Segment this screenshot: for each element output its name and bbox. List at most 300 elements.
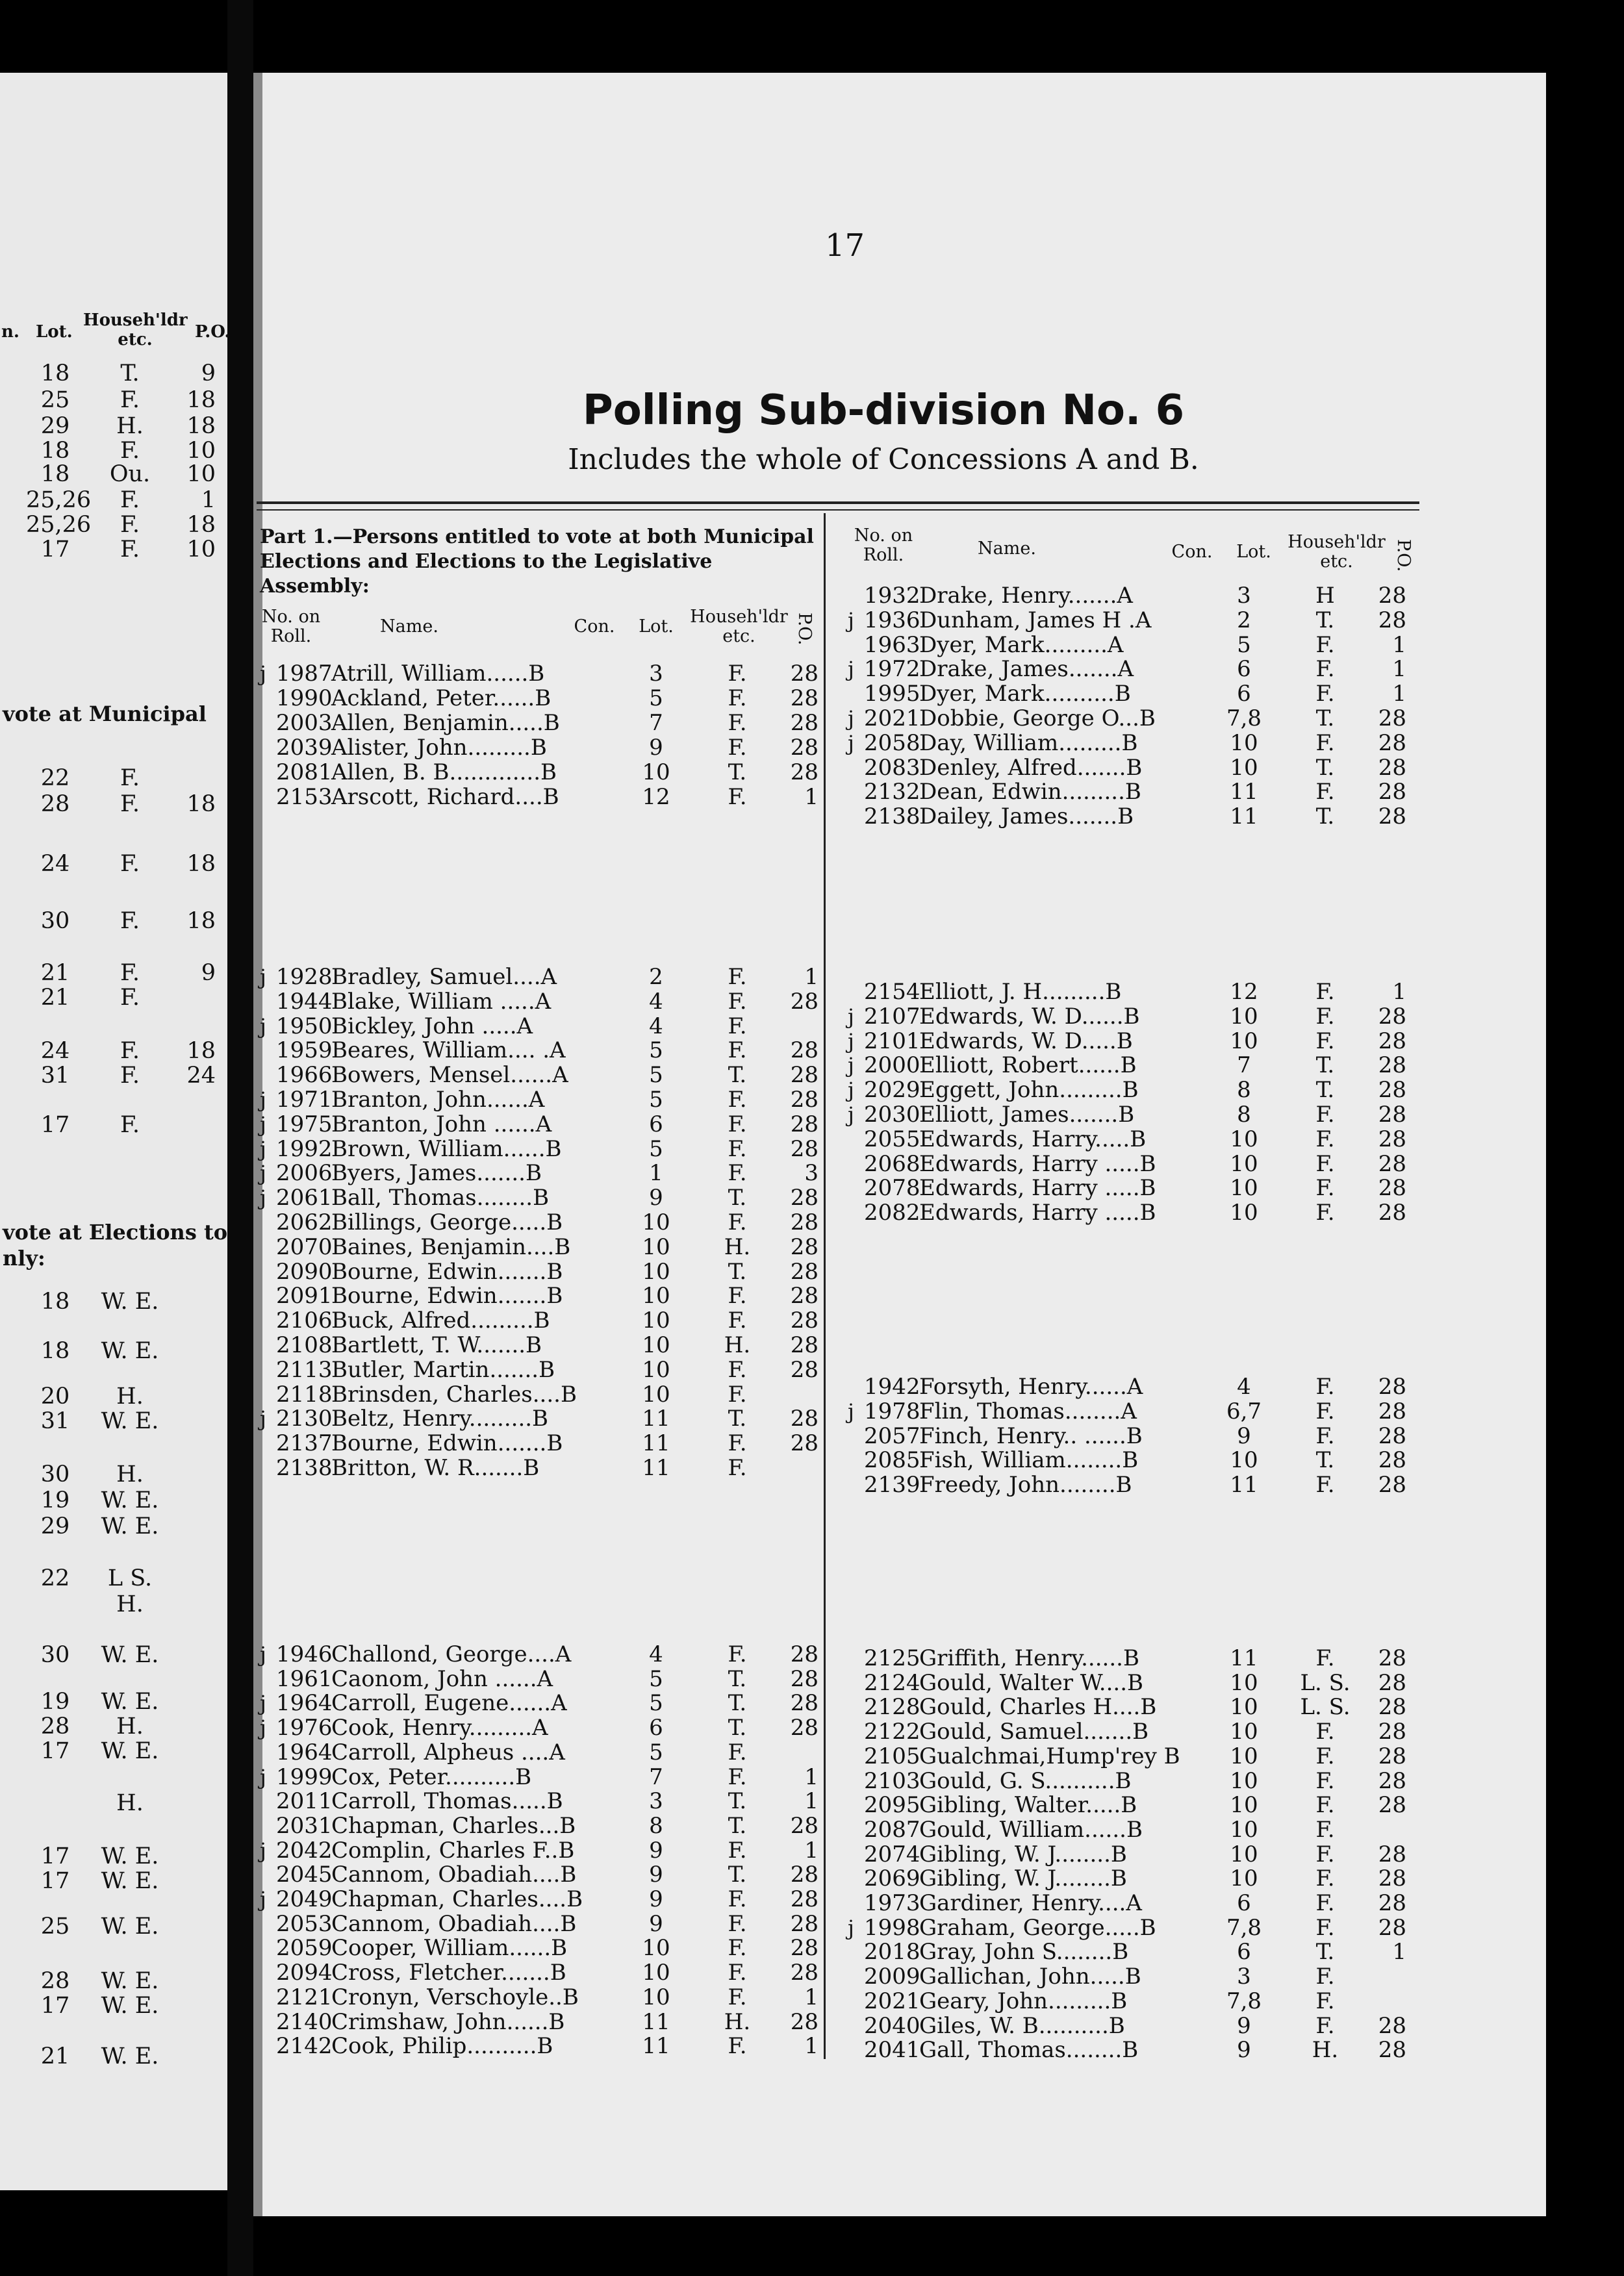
list-item xyxy=(260,1333,831,1358)
left-page-lot: 18 xyxy=(40,360,70,386)
householder-value: F. xyxy=(728,1984,747,2010)
left-page-row xyxy=(0,1063,227,1089)
left-page-section2b: nly: xyxy=(3,1246,45,1271)
roll-number: 1961 xyxy=(276,1665,333,1692)
left-page-lot: 30 xyxy=(40,908,70,934)
page-subtitle: Includes the whole of Concessions A and B. xyxy=(568,443,1199,476)
roll-number: 2068 xyxy=(864,1150,920,1177)
householder-value: F. xyxy=(1315,1175,1335,1202)
po-value: 1 xyxy=(804,1788,818,1815)
po-value: 28 xyxy=(790,1862,818,1888)
po-value: 28 xyxy=(790,1715,818,1741)
roll-number: 2082 xyxy=(864,1200,920,1226)
left-page-househ: F. xyxy=(120,985,140,1011)
roll-number: 2057 xyxy=(864,1422,920,1449)
voter-name: Dunham, James H .A xyxy=(919,607,1152,633)
list-item xyxy=(260,1887,831,1912)
list-item xyxy=(848,583,1419,608)
list-item xyxy=(848,1004,1419,1029)
lot-value: 7 xyxy=(649,1764,663,1790)
po-value: 28 xyxy=(790,1111,818,1137)
left-page-househ: F. xyxy=(120,1038,140,1064)
list-item xyxy=(848,1916,1419,1940)
householder-value: F. xyxy=(1315,1102,1335,1128)
left-page-po: 10 xyxy=(186,438,216,464)
po-value: 28 xyxy=(1378,1865,1406,1892)
lot-value: 5 xyxy=(649,1087,663,1113)
voter-name: Beares, William.... .A xyxy=(331,1037,566,1064)
left-page-lot: 21 xyxy=(40,985,70,1011)
left-page-po: 10 xyxy=(186,461,216,487)
householder-value: F. xyxy=(728,784,747,810)
list-item xyxy=(848,1102,1419,1127)
roll-number: 2006 xyxy=(276,1160,333,1187)
lot-value: 11 xyxy=(642,1430,670,1457)
householder-value: F. xyxy=(728,1209,747,1235)
roll-number: 2153 xyxy=(276,784,333,810)
householder-value: T. xyxy=(728,1862,747,1888)
header-rule xyxy=(257,501,1419,504)
list-item xyxy=(848,1374,1419,1399)
list-item xyxy=(260,785,831,809)
roll-number: 2091 xyxy=(276,1283,333,1309)
po-value: 28 xyxy=(1378,729,1406,756)
po-value: 28 xyxy=(1378,1374,1406,1400)
voter-name: Chapman, Charles....B xyxy=(331,1886,583,1912)
lot-value: 5 xyxy=(649,685,663,711)
po-value: 28 xyxy=(790,1308,818,1334)
left-page-po: 18 xyxy=(186,791,216,817)
po-value: 1 xyxy=(804,2033,818,2060)
list-item xyxy=(848,1964,1419,1989)
left-page-lot: 30 xyxy=(40,1642,70,1668)
left-page-lot: 20 xyxy=(40,1384,70,1410)
householder-value: F. xyxy=(728,661,747,687)
roll-number: 2061 xyxy=(276,1185,333,1211)
lot-value: 11 xyxy=(642,1455,670,1481)
po-value: 28 xyxy=(790,988,818,1015)
left-page-row xyxy=(0,1591,227,1617)
left-page-lot: 21 xyxy=(40,2043,70,2069)
list-item xyxy=(848,1053,1419,1078)
lot-value: 7 xyxy=(1237,1052,1251,1079)
voter-name: Graham, George.....B xyxy=(919,1914,1156,1941)
po-value: 28 xyxy=(790,685,818,711)
lot-value: 1 xyxy=(649,1160,663,1187)
left-page-househ: H. xyxy=(116,1790,144,1816)
householder-value: F. xyxy=(728,1960,747,1986)
left-page-row xyxy=(0,1738,227,1764)
po-value: 28 xyxy=(1378,1472,1406,1498)
roll-number: 1995 xyxy=(864,681,920,707)
left-page-lot: 21 xyxy=(40,960,70,986)
left-header-po: P.O. xyxy=(794,613,815,646)
juror-mark: j xyxy=(848,1915,854,1940)
juror-mark: j xyxy=(260,1838,266,1863)
lot-value: 3 xyxy=(649,1788,663,1815)
roll-number: 1976 xyxy=(276,1715,333,1741)
lot-value: 10 xyxy=(642,1233,670,1260)
householder-value: F. xyxy=(728,685,747,711)
voter-name: Branton, John ......A xyxy=(331,1111,552,1137)
roll-number: 1932 xyxy=(864,583,920,609)
list-item xyxy=(848,1719,1419,1744)
householder-value: H xyxy=(1315,583,1335,609)
po-value: 28 xyxy=(790,1037,818,1064)
voter-name: Buck, Alfred.........B xyxy=(331,1308,550,1334)
householder-value: F. xyxy=(728,988,747,1015)
lot-value: 4 xyxy=(1237,1374,1251,1400)
roll-number: 2041 xyxy=(864,2037,920,2064)
left-page-row xyxy=(0,1565,227,1591)
voter-name: Edwards, Harry .....B xyxy=(919,1150,1156,1177)
list-item xyxy=(260,1667,831,1691)
voter-name: Caonom, John ......A xyxy=(331,1665,553,1692)
voter-name: Freedy, John........B xyxy=(919,1472,1132,1498)
householder-value: F. xyxy=(728,1013,747,1039)
scan-border xyxy=(1546,0,1624,2276)
po-value: 28 xyxy=(790,1935,818,1962)
householder-value: F. xyxy=(728,1037,747,1064)
right-header-lot: Lot. xyxy=(1236,542,1271,562)
lot-value: 10 xyxy=(642,1356,670,1383)
list-item xyxy=(260,1740,831,1765)
left-page-po: 10 xyxy=(186,537,216,563)
householder-value: L. S. xyxy=(1300,1669,1351,1696)
householder-value: F. xyxy=(728,1910,747,1937)
list-item xyxy=(848,1078,1419,1102)
voter-name: Gualchmai,Hump'rey B xyxy=(919,1743,1180,1769)
left-page-househ: W. E. xyxy=(101,1487,159,1513)
householder-value: F. xyxy=(1315,1964,1335,1990)
list-item xyxy=(260,1789,831,1814)
po-value: 28 xyxy=(790,1185,818,1211)
roll-number: 2154 xyxy=(864,979,920,1005)
left-page-lot: 29 xyxy=(40,413,70,439)
roll-number: 1936 xyxy=(864,607,920,633)
left-page-row xyxy=(0,1790,227,1816)
list-item xyxy=(260,989,831,1014)
voter-name: Edwards, Harry.....B xyxy=(919,1126,1147,1152)
page-number: 17 xyxy=(825,227,865,264)
voter-name: Eggett, John.........B xyxy=(919,1077,1139,1104)
list-item xyxy=(260,1960,831,1985)
voter-name: Dailey, James.......B xyxy=(919,803,1134,830)
lot-value: 10 xyxy=(1230,1767,1258,1794)
lot-value: 5 xyxy=(649,1665,663,1692)
left-page-househ: Ou. xyxy=(109,461,151,487)
householder-value: T. xyxy=(728,1258,747,1285)
roll-number: 2058 xyxy=(864,729,920,756)
householder-value: T. xyxy=(728,1788,747,1815)
voter-name: Cook, Philip..........B xyxy=(331,2033,553,2060)
householder-value: F. xyxy=(728,1308,747,1334)
roll-number: 2106 xyxy=(276,1308,333,1334)
householder-value: F. xyxy=(728,2033,747,2060)
voter-name: Bowers, Mensel......A xyxy=(331,1062,568,1089)
left-page-lot: 24 xyxy=(40,851,70,877)
left-page-househ: W. E. xyxy=(101,1642,159,1668)
voter-name: Gallichan, John.....B xyxy=(919,1964,1141,1990)
voter-name: Complin, Charles F..B xyxy=(331,1837,575,1864)
householder-value: T. xyxy=(728,1715,747,1741)
householder-value: F. xyxy=(1315,979,1335,1005)
po-value: 28 xyxy=(1378,1890,1406,1916)
left-page-househ: W. E. xyxy=(101,1289,159,1315)
householder-value: F. xyxy=(1315,1645,1335,1671)
voter-name: Bartlett, T. W.......B xyxy=(331,1332,542,1358)
left-page-row xyxy=(0,1461,227,1487)
left-page-row xyxy=(0,1968,227,1994)
householder-value: F. xyxy=(1315,631,1335,658)
po-value: 28 xyxy=(790,1258,818,1285)
householder-value: F. xyxy=(728,1135,747,1162)
juror-mark: j xyxy=(260,1406,266,1432)
lot-value: 10 xyxy=(642,1332,670,1358)
voter-name: Forsyth, Henry......A xyxy=(919,1374,1143,1400)
voter-name: Allen, B. B.............B xyxy=(331,759,557,785)
list-item xyxy=(260,711,831,735)
lot-value: 10 xyxy=(642,1308,670,1334)
voter-name: Allen, Benjamin.....B xyxy=(331,710,560,736)
voter-name: Blake, William .....A xyxy=(331,988,552,1015)
roll-number: 2003 xyxy=(276,710,333,736)
roll-number: 2113 xyxy=(276,1356,333,1383)
po-value: 28 xyxy=(790,1812,818,1839)
lot-value: 10 xyxy=(1230,1816,1258,1843)
po-value: 28 xyxy=(1378,1914,1406,1941)
voter-name: Cross, Fletcher.......B xyxy=(331,1960,566,1986)
roll-number: 2124 xyxy=(864,1669,920,1696)
left-page-po: 9 xyxy=(201,360,216,386)
voter-name: Bourne, Edwin.......B xyxy=(331,1430,563,1457)
voter-name: Cook, Henry.........A xyxy=(331,1715,548,1741)
list-item xyxy=(848,1891,1419,1916)
list-item xyxy=(260,735,831,760)
householder-value: H. xyxy=(724,1332,751,1358)
po-value: 28 xyxy=(790,1910,818,1937)
left-page-househ: F. xyxy=(120,537,140,563)
voter-name: Gould, William......B xyxy=(919,1816,1143,1843)
left-page-lot: 19 xyxy=(40,1487,70,1513)
householder-value: F. xyxy=(1315,1767,1335,1794)
lot-value: 11 xyxy=(1230,1472,1258,1498)
left-page-lot: 17 xyxy=(40,1993,70,2019)
householder-value: F. xyxy=(1315,1398,1335,1424)
householder-value: T. xyxy=(728,1406,747,1432)
lot-value: 8 xyxy=(649,1812,663,1839)
roll-number: 2121 xyxy=(276,1984,333,2010)
po-value: 28 xyxy=(1378,705,1406,731)
po-value: 1 xyxy=(804,964,818,990)
list-item xyxy=(260,1161,831,1185)
lot-value: 10 xyxy=(1230,1175,1258,1202)
left-page-po: 9 xyxy=(201,960,216,986)
lot-value: 11 xyxy=(1230,803,1258,830)
lot-value: 10 xyxy=(1230,1865,1258,1892)
lot-value: 6 xyxy=(1237,681,1251,707)
po-value: 28 xyxy=(1378,1422,1406,1449)
po-value: 28 xyxy=(1378,1028,1406,1054)
left-page-row xyxy=(0,1713,227,1739)
list-item xyxy=(848,755,1419,780)
left-page-row xyxy=(0,765,227,791)
householder-value: F. xyxy=(728,710,747,736)
roll-number: 2132 xyxy=(864,779,920,805)
householder-value: T. xyxy=(728,1665,747,1692)
voter-name: Gibling, W. J........B xyxy=(919,1841,1127,1867)
lot-value: 9 xyxy=(649,1185,663,1211)
juror-mark: j xyxy=(260,1642,266,1667)
left-page-househ: F. xyxy=(120,512,140,538)
list-item xyxy=(260,1382,831,1407)
left-page-row xyxy=(0,2043,227,2069)
lot-value: 7 xyxy=(649,710,663,736)
roll-number: 1973 xyxy=(864,1890,920,1916)
lot-value: 6 xyxy=(649,1111,663,1137)
lot-value: 10 xyxy=(1230,1719,1258,1745)
roll-number: 2070 xyxy=(276,1233,333,1260)
page-title: Polling Sub-division No. 6 xyxy=(582,386,1185,435)
left-page-househ: W. E. xyxy=(101,1408,159,1434)
householder-value: F. xyxy=(728,1283,747,1309)
po-value: 1 xyxy=(804,1837,818,1864)
roll-number: 2083 xyxy=(864,754,920,781)
voter-name: Bradley, Samuel....A xyxy=(331,964,557,990)
lot-value: 10 xyxy=(1230,1126,1258,1152)
po-value: 1 xyxy=(804,1764,818,1790)
voter-name: Griffith, Henry......B xyxy=(919,1645,1139,1671)
voter-name: Bickley, John .....A xyxy=(331,1013,533,1039)
householder-value: T. xyxy=(1315,803,1335,830)
list-item xyxy=(260,1715,831,1740)
left-page-househ: F. xyxy=(120,387,140,413)
householder-value: H. xyxy=(724,1233,751,1260)
roll-number: 2140 xyxy=(276,2008,333,2035)
householder-value: L. S. xyxy=(1300,1694,1351,1721)
voter-name: Drake, James.......A xyxy=(919,656,1134,683)
po-value: 28 xyxy=(790,1960,818,1986)
right-header-no: No. on Roll. xyxy=(854,525,913,565)
lot-value: 2 xyxy=(1237,607,1251,633)
lot-value: 11 xyxy=(1230,779,1258,805)
householder-value: F. xyxy=(728,1381,747,1408)
list-item xyxy=(848,1817,1419,1842)
left-page-househ: H. xyxy=(116,1591,144,1617)
left-page-lot: 29 xyxy=(40,1513,70,1539)
list-item xyxy=(848,633,1419,657)
left-page-row xyxy=(0,1487,227,1513)
po-value: 1 xyxy=(804,784,818,810)
roll-number: 2090 xyxy=(276,1258,333,1285)
left-page-lot: 30 xyxy=(40,1461,70,1487)
list-item xyxy=(260,1308,831,1333)
voter-name: Elliott, J. H.........B xyxy=(919,979,1122,1005)
roll-number: 2021 xyxy=(864,1988,920,2014)
lot-value: 10 xyxy=(642,1984,670,2010)
householder-value: F. xyxy=(1315,1719,1335,1745)
householder-value: T. xyxy=(728,759,747,785)
juror-mark: j xyxy=(260,1013,266,1039)
po-value: 1 xyxy=(804,1984,818,2010)
voter-name: Gould, Samuel.......B xyxy=(919,1719,1149,1745)
lot-value: 10 xyxy=(642,1935,670,1962)
list-item xyxy=(848,681,1419,706)
left-page-po: 18 xyxy=(186,851,216,877)
householder-value: F. xyxy=(1315,1200,1335,1226)
page-gutter xyxy=(227,0,253,2276)
list-item xyxy=(260,1985,831,2010)
householder-value: T. xyxy=(1315,1077,1335,1104)
left-page-lot: 17 xyxy=(40,1868,70,1894)
po-value: 28 xyxy=(790,1356,818,1383)
juror-mark: j xyxy=(848,607,854,633)
juror-mark: j xyxy=(260,661,266,686)
left-page-row xyxy=(0,1993,227,2019)
list-item xyxy=(260,686,831,711)
voter-name: Gould, Charles H....B xyxy=(919,1694,1157,1721)
list-item xyxy=(848,657,1419,681)
juror-mark: j xyxy=(848,1102,854,1127)
voter-name: Britton, W. R.......B xyxy=(331,1455,540,1481)
householder-value: H. xyxy=(724,2008,751,2035)
householder-value: F. xyxy=(728,1935,747,1962)
householder-value: F. xyxy=(1315,1914,1335,1941)
left-header-con: Con. xyxy=(574,616,615,637)
roll-number: 1990 xyxy=(276,685,333,711)
voter-name: Edwards, Harry .....B xyxy=(919,1175,1156,1202)
lot-value: 9 xyxy=(1237,1422,1251,1449)
voter-name: Dobbie, George O...B xyxy=(919,705,1156,731)
roll-number: 2049 xyxy=(276,1886,333,1912)
householder-value: F. xyxy=(728,1764,747,1790)
list-item xyxy=(260,1112,831,1137)
juror-mark: j xyxy=(260,1111,266,1137)
juror-mark: j xyxy=(848,730,854,755)
lot-value: 5 xyxy=(649,1062,663,1089)
roll-number: 2045 xyxy=(276,1862,333,1888)
lot-value: 10 xyxy=(1230,754,1258,781)
juror-mark: j xyxy=(848,1078,854,1103)
lot-value: 10 xyxy=(1230,1694,1258,1721)
list-item xyxy=(848,1127,1419,1152)
juror-mark: j xyxy=(260,1185,266,1211)
roll-number: 2107 xyxy=(864,1003,920,1030)
householder-value: F. xyxy=(1315,729,1335,756)
lot-value: 4 xyxy=(649,1013,663,1039)
lot-value: 6 xyxy=(1237,1890,1251,1916)
po-value: 28 xyxy=(790,1332,818,1358)
po-value: 28 xyxy=(1378,1669,1406,1696)
po-value: 28 xyxy=(790,1135,818,1162)
list-item xyxy=(260,1406,831,1431)
householder-value: T. xyxy=(728,1812,747,1839)
lot-value: 12 xyxy=(1230,979,1258,1005)
householder-value: F. xyxy=(728,1111,747,1137)
roll-number: 1963 xyxy=(864,631,920,658)
lot-value: 10 xyxy=(1230,729,1258,756)
roll-number: 2105 xyxy=(864,1743,920,1769)
voter-name: Butler, Martin.......B xyxy=(331,1356,555,1383)
juror-mark: j xyxy=(848,657,854,682)
left-page-househ: W. E. xyxy=(101,2043,159,2069)
juror-mark: j xyxy=(260,1161,266,1186)
po-value: 28 xyxy=(1378,1398,1406,1424)
roll-number: 1966 xyxy=(276,1062,333,1089)
lot-value: 5 xyxy=(649,1135,663,1162)
roll-number: 2108 xyxy=(276,1332,333,1358)
lot-value: 12 xyxy=(642,784,670,810)
